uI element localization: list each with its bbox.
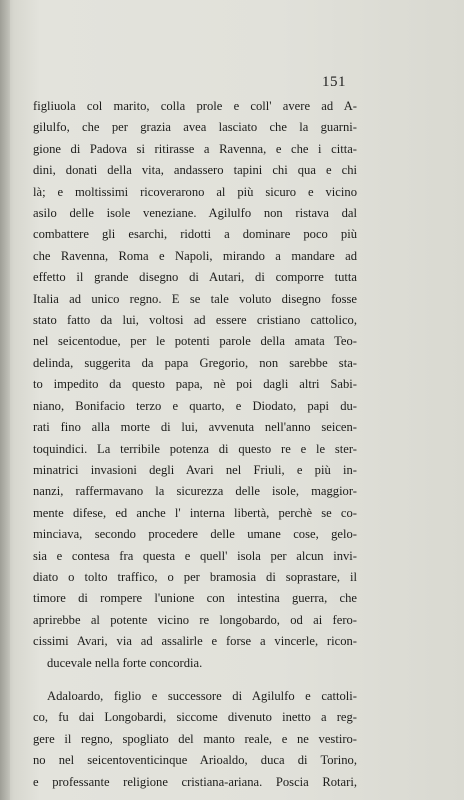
text-line: aprirebbe al potente vicino re longobardo, od ai fero- [33,612,357,627]
text-line: là; e moltissimi ricoverarono al più sicuro e vicino [33,184,357,199]
paragraph-2 [33,686,357,793]
text-line: minciava, secondo procedere delle umane cose, gelo- [33,527,357,542]
text-line: sia e contesa fra questa e quell' isola per alcun invi- [33,548,357,563]
text-line: co, fu dai Longobardi, siccome divenuto inetto a reg- [33,710,357,725]
text-line: no nel seicentoventicinque Arioaldo, duca di Torino, [33,753,357,768]
text-line: rati fino alla morte di lui, avvenuta nell'anno seicen- [33,420,357,435]
text-line: stato fatto da lui, voltosi ad essere cristiano cattolico, [33,313,357,328]
text-line: ducevale nella forte concordia. [47,655,203,670]
text-line: nel seicentodue, per le potenti parole della amata Teo- [33,334,357,349]
text-line: delinda, suggerita da papa Gregorio, non sarebbe sta- [33,355,357,370]
text-line: diato o tolto traffico, o per bramosia di soprastare, il [33,569,357,584]
text-line: combattere gli esarchi, ridotti a dominare poco più [33,227,357,242]
text-line: effetto il grande disegno di Autari, di comporre tutta [33,270,357,285]
text-line: minatrici invasioni degli Avari nel Friuli, e più in- [33,462,357,477]
body-text [33,96,357,793]
text-line: dini, donati della vita, andassero tapini chi qua e chi [33,163,357,178]
text-line: figliuola col marito, colla prole e coll' avere ad A- [33,99,357,113]
text-line: nanzi, raffermavano la sicurezza delle isole, maggior- [33,484,357,499]
text-line: cissimi Avari, via ad assalirle e forse a vincerle, ricon- [33,634,357,649]
text-line: gere il regno, spogliato del manto reale, e ne vestiro- [33,731,357,746]
text-line: che Ravenna, Roma e Napoli, mirando a mandare ad [33,248,357,263]
text-line: toquindici. La terribile potenza di questo re e le ster- [33,441,357,456]
text-line: to impedito da questo papa, nè poi dagli altri Sabi- [33,377,357,392]
text-line: e professante religione cristiana-ariana. Poscia Rotari, [33,774,357,789]
text-line: Adaloardo, figlio e successore di Agilulfo e cattoli- [47,688,357,703]
page-binding-edge [0,0,10,800]
text-line: gilulfo, che per grazia avea lasciato che la guarni- [33,120,357,135]
text-line: timore di rompere l'unione con intestina guerra, che [33,591,357,606]
paragraph-1 [33,96,357,674]
text-line: gione di Padova si ritirasse a Ravenna, e che i citta- [33,141,357,156]
text-line: mente difese, ed anche l' interna libertà, perchè se co- [33,505,357,520]
text-line: niano, Bonifacio terzo e quarto, e Diodato, papi du- [33,398,357,413]
paragraph-gap [33,674,357,686]
text-line: asilo delle isole veneziane. Agilulfo non ristava dal [33,206,357,221]
page-number: 151 [322,74,346,90]
text-line: Italia ad unico regno. E se tale voluto disegno fosse [33,291,357,306]
